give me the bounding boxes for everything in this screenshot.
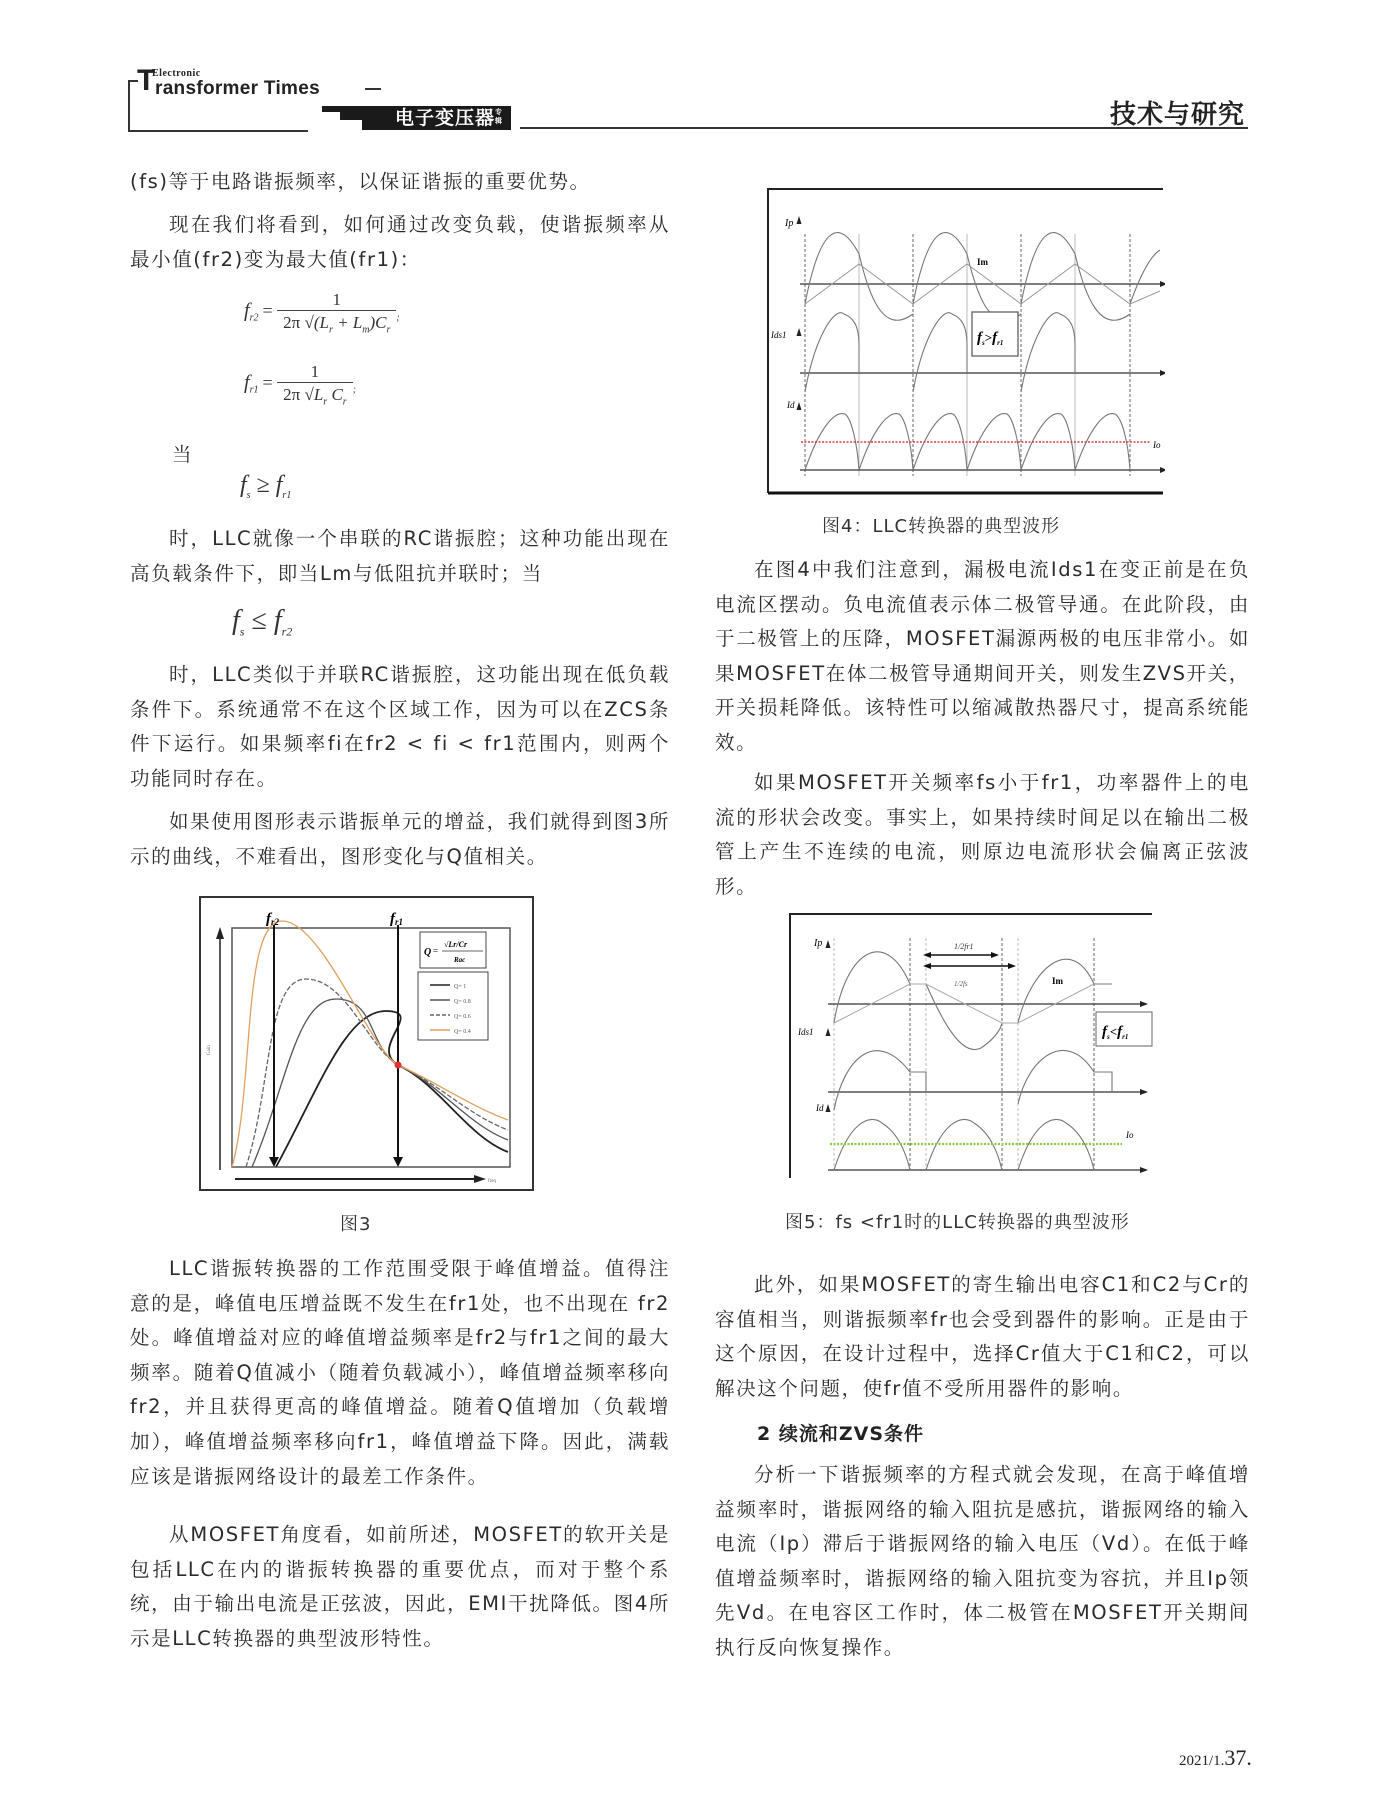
- formula-fr1: $f_{r1}$ = $\frac{1}{2\pi √L_r C_r}$ $_;$: [244, 362, 357, 408]
- operator: ≥: [256, 472, 270, 498]
- q-numerator: √Lr/Cr: [444, 940, 468, 949]
- formula-symbol: f: [244, 299, 250, 322]
- figure-5-caption: 图5：fs <fr1时的LLC转换器的典型波形: [785, 1212, 1130, 1233]
- formula-subscript: r1: [249, 384, 259, 396]
- ids-label: Ids1: [798, 1027, 814, 1037]
- issue-date: 2021/1.: [1179, 1753, 1225, 1769]
- ids-label: Ids1: [771, 330, 787, 340]
- page-folio: [1179, 1745, 1252, 1771]
- ids-waveform: [805, 313, 1075, 392]
- fr1-label: fr1: [390, 911, 404, 927]
- logo-title: ransformer Times: [155, 78, 320, 99]
- axis-arrow-icon: [826, 1028, 831, 1036]
- subscript: r1: [282, 489, 292, 501]
- logo-initial: T: [137, 64, 156, 97]
- numerator: 1: [332, 290, 342, 309]
- section-heading: 2 续流和ZVS条件: [757, 1423, 925, 1445]
- section-title: 技术与研究: [1110, 100, 1246, 130]
- page-number: 37.: [1224, 1745, 1252, 1770]
- ip-waveform: [805, 233, 1160, 321]
- figure-4-caption: 图4：LLC转换器的典型波形: [822, 516, 1061, 537]
- condition-fs-lt-fr1: $f_s<f_{r1}$: [1102, 1024, 1129, 1041]
- paragraph: 时，LLC就像一个串联的RC谐振腔；这种功能出现在高负载条件下，即当Lm与低阻抗并联时；当: [130, 527, 670, 585]
- paragraph: 如果使用图形表示谐振单元的增益，我们就得到图3所示的曲线，不难看出，图形变化与Q值相关。: [130, 810, 670, 868]
- formula-end: ;: [396, 312, 400, 324]
- formula-symbol: f: [244, 371, 250, 394]
- paragraph: 如果MOSFET开关频率fs小于fr1，功率器件上的电流的形状会改变。事实上，如果持续时间足以在输出二极管上产生不连续的电流，则原边电流形状会偏离正弦波形。: [715, 771, 1250, 898]
- q-denominator: Rac: [454, 956, 466, 964]
- figure-3-caption: 图3: [340, 1214, 372, 1235]
- arrow-right-icon: [1008, 963, 1016, 969]
- im-label: Im: [977, 257, 988, 267]
- symbol: f: [273, 605, 282, 636]
- axis-arrow-icon: [1160, 281, 1165, 287]
- term: C: [331, 385, 343, 404]
- arrow-left-icon: [923, 963, 931, 969]
- ip-label: Ip: [814, 938, 823, 949]
- legend-label: Q= 0.6: [454, 1014, 471, 1020]
- subscript: r: [323, 396, 328, 408]
- logo-chinese: 电子变压器: [393, 106, 511, 130]
- logo-dash: [365, 88, 381, 90]
- logo-chinese-small: 专辑: [495, 108, 502, 125]
- arrow-left-icon: [923, 952, 931, 958]
- subscript: s: [239, 624, 245, 639]
- symbol: f: [232, 605, 240, 636]
- legend-label: Q= 0.8: [454, 999, 471, 1005]
- fraction: [277, 362, 353, 407]
- symbol: f: [275, 472, 283, 498]
- subscript: m: [362, 324, 370, 336]
- figure-3-gain-curves: [198, 895, 536, 1195]
- denominator: 2π $√(L_r + L_m)C_r$: [277, 310, 396, 335]
- paragraph: 当: [172, 443, 194, 466]
- legend-label: Q= 0.4: [454, 1029, 471, 1035]
- operator: ≤: [251, 605, 267, 636]
- formula-end: ;: [352, 384, 357, 396]
- x-axis-label: freq: [488, 1179, 497, 1184]
- paragraph: 从MOSFET角度看，如前所述，MOSFET的软开关是包括LLC在内的谐振转换器的重要优点，而对于整个系统，由于输出电流是正弦波，因此，EMI干扰降低。图4所示是LLC转换器的典型波形特性。: [130, 1523, 670, 1650]
- axis-arrow-icon: [1160, 467, 1165, 473]
- symbol: f: [240, 472, 247, 498]
- ids-waveform: [834, 1051, 1112, 1110]
- subscript: s: [246, 489, 251, 501]
- term: L: [313, 385, 324, 404]
- logo-frame-vertical: [128, 80, 130, 132]
- paragraph: 此外，如果MOSFET的寄生输出电容C1和C2与Cr的容值相当，则谐振频率fr也会受到器件的影响。正是由于这个原因，在设计过程中，选择Cr值大于C1和C2，可以解决这个问题，使fr值不受所用器件的影响。: [715, 1273, 1250, 1400]
- term: )C: [369, 313, 387, 332]
- condition-fs-ge-fr1: [240, 472, 291, 501]
- paragraph: 分析一下谐振频率的方程式就会发现，在高于峰值增益频率时，谐振网络的输入阻抗是感抗，谐振网络的输入电流（Ip）滞后于谐振网络的输入电压（Vd）。在低于峰值增益频率时，谐振网络的输入阻抗变为容抗，并且Ip领先Vd。在电容区工作时，体二极管在MOSFET开关期间执行反向恢复操作。: [715, 1463, 1250, 1659]
- arrow-right-icon: [991, 952, 999, 958]
- paragraph: LLC谐振转换器的工作范围受限于峰值增益。值得注意的是，峰值电压增益既不发生在fr1处，也不出现在 fr2处。峰值增益对应的峰值增益频率是fr2与fr1之间的最大频率。随着Q值减小（随着负载减小），峰值增益频率移向fr2，并且获得更高的峰值增益。随着Q值增加（负载增加），峰值增益频率移向fr1，峰值增益下降。因此，满载应该是谐振网络设计的最差工作条件。: [130, 1257, 670, 1488]
- figure-frame: [768, 189, 1163, 493]
- denominator: 2π $√L_r$ $C_r$: [277, 382, 353, 407]
- subscript: r: [328, 324, 333, 336]
- axis-arrow-icon: [797, 216, 802, 224]
- formula-fr2: $f_{r2}$ = $\frac{1}{2\pi √(L_r + L_m)C_r}$ $_;$: [244, 290, 400, 336]
- condition-fs-le-fr2: [232, 605, 292, 640]
- axis-arrow-icon: [1140, 1089, 1148, 1095]
- figure-4-waveforms: [765, 186, 1165, 496]
- condition-fs-gt-fr1: $f_s>f_{r1}$: [977, 330, 1004, 347]
- q-symbol: Q: [424, 947, 432, 958]
- id-label: Id: [816, 1103, 824, 1113]
- axis-arrow-icon: [826, 1104, 831, 1112]
- half-period-fr1-label: 1/2fr1: [954, 942, 974, 951]
- axes: [826, 940, 1149, 1173]
- logo-electronic: Electronic: [152, 68, 201, 79]
- figure-5-waveforms: [786, 908, 1156, 1178]
- y-axis-label: Gain: [207, 1045, 212, 1055]
- fr2-label: fr2: [266, 911, 280, 927]
- axis-arrow-icon: [1140, 1167, 1148, 1173]
- paragraph: (fs)等于电路谐振频率，以保证谐振的重要优势。: [130, 170, 591, 193]
- logo-frame-bottom: [128, 130, 308, 132]
- subscript: r2: [281, 624, 293, 639]
- fraction: [277, 290, 396, 335]
- formula-subscript: r2: [249, 312, 259, 324]
- paragraph: 现在我们将看到，如何通过改变负载，使谐振频率从最小值(fr2)变为最大值(fr1)：: [130, 213, 670, 271]
- io-label: Io: [1126, 1130, 1134, 1140]
- subscript: r: [386, 324, 391, 336]
- axis-arrow-icon: [797, 402, 802, 410]
- waveforms: [830, 952, 1122, 1170]
- numerator: 1: [310, 362, 320, 381]
- term: (L: [313, 313, 329, 332]
- axis-arrow-icon: [1140, 1001, 1148, 1007]
- two-pi: 2π: [283, 313, 301, 332]
- paragraph: 在图4中我们注意到，漏极电流Ids1在变正前是在负电流区摆动。负电流值表示体二极管导通。在此阶段，由于二极管上的压降，MOSFET漏源两极的电压非常小。如果MOSFET在体二极管导通期间开关，则发生ZVS开关，开关损耗降低。该特性可以缩减散热器尺寸，提高系统能效。: [715, 558, 1250, 754]
- id-label: Id: [787, 400, 795, 410]
- q-equals: =: [433, 946, 439, 956]
- legend-box: [418, 972, 488, 1040]
- axis-arrow-icon: [1160, 370, 1165, 376]
- io-label: Io: [1153, 440, 1161, 450]
- crossing-point: [395, 1062, 402, 1069]
- paragraph: 时，LLC类似于并联RC谐振腔，这功能出现在低负载条件下。系统通常不在这个区域工作，因为可以在ZCS条件下运行。如果频率fi在fr2 < fi < fr1范围内，则两个功能同时存在。: [130, 663, 670, 790]
- two-pi: 2π: [283, 385, 301, 404]
- legend-label: Q= 1: [454, 984, 467, 990]
- axis-arrow-icon: [826, 940, 831, 948]
- phase-dividers: [834, 938, 1094, 1170]
- im-waveform: [834, 984, 1094, 1023]
- subscript: r: [342, 396, 347, 408]
- half-period-fs-label: 1/2fs: [954, 980, 968, 988]
- axis-arrow-icon: [797, 328, 802, 336]
- term: + L: [332, 313, 363, 332]
- ip-label: Ip: [785, 218, 794, 229]
- im-label: Im: [1052, 976, 1063, 986]
